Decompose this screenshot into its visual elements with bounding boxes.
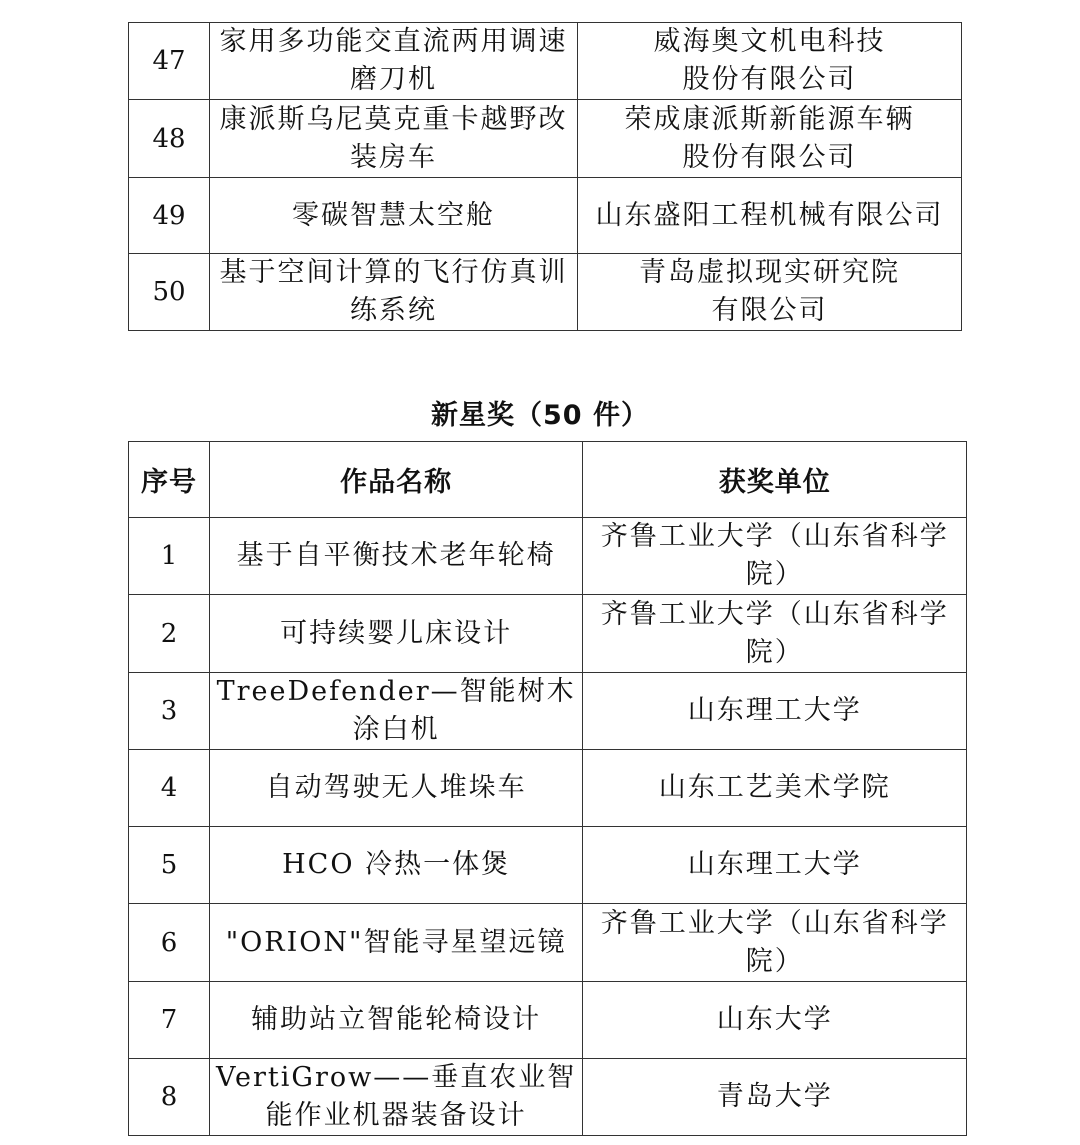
org-line: 山东工艺美术学院	[658, 772, 891, 803]
org-line: 齐鲁工业大学（山东省科学	[600, 598, 949, 630]
work-name	[210, 23, 578, 100]
winning-org	[583, 1059, 967, 1136]
winning-org	[578, 254, 962, 331]
org-line: 威海奥文机电科技	[653, 26, 886, 57]
work-name	[210, 1059, 583, 1136]
work-name-line: 练系统	[350, 295, 437, 326]
table-row	[129, 1059, 967, 1136]
row-number: 5	[129, 827, 210, 904]
row-number: 50	[129, 254, 210, 331]
org-line: 青岛大学	[716, 1081, 833, 1112]
org-line: 股份有限公司	[682, 64, 857, 95]
work-name	[210, 673, 583, 750]
org-line: 青岛虚拟现实研究院	[639, 257, 900, 288]
org-line: 有限公司	[711, 295, 828, 326]
row-number: 2	[129, 595, 210, 673]
work-name-line: 家用多功能交直流两用调速	[219, 26, 568, 57]
work-name-line: 装房车	[350, 141, 437, 173]
org-line: 山东理工大学	[687, 695, 862, 726]
table-row	[129, 827, 967, 904]
work-name-line: TreeDefender—智能树木	[216, 676, 576, 707]
work-name-line: 自动驾驶无人堆垛车	[265, 772, 527, 803]
header-work-name: 作品名称	[210, 442, 583, 518]
row-number: 49	[129, 178, 210, 254]
winning-org	[583, 982, 967, 1059]
org-line: 股份有限公司	[682, 141, 857, 173]
work-name	[210, 595, 583, 673]
row-number: 7	[129, 982, 210, 1059]
work-name-line: 可持续婴儿床设计	[280, 617, 513, 649]
work-name	[210, 178, 578, 254]
work-name	[210, 100, 578, 178]
row-number: 47	[129, 23, 210, 100]
previous-award-table	[128, 22, 962, 331]
table-row	[129, 982, 967, 1059]
work-name-line: "ORION"智能寻星望远镜	[225, 926, 567, 958]
winning-org	[583, 595, 967, 673]
org-line: 齐鲁工业大学（山东省科学	[600, 521, 949, 552]
row-number: 4	[129, 750, 210, 827]
table-row	[129, 23, 962, 100]
work-name-line: VertiGrow——垂直农业智	[216, 1062, 577, 1093]
table-row	[129, 254, 962, 331]
org-line: 院）	[745, 559, 804, 590]
table-header-row	[129, 442, 967, 518]
winning-org	[583, 673, 967, 750]
row-number: 8	[129, 1059, 210, 1136]
org-line: 山东盛阳工程机械有限公司	[595, 199, 944, 231]
org-line: 院）	[745, 945, 804, 977]
work-name-line: 磨刀机	[350, 64, 437, 95]
work-name	[210, 904, 583, 982]
winning-org	[583, 518, 967, 595]
work-name-line: 基于空间计算的飞行仿真训	[219, 257, 568, 288]
work-name-line: 辅助站立智能轮椅设计	[251, 1004, 542, 1035]
work-name	[210, 518, 583, 595]
table-row	[129, 518, 967, 595]
table-row	[129, 673, 967, 750]
new-star-award-table	[128, 441, 967, 1136]
row-number: 48	[129, 100, 210, 178]
org-line: 山东理工大学	[687, 849, 862, 880]
org-line: 院）	[745, 636, 804, 668]
winning-org	[578, 23, 962, 100]
winning-org	[583, 904, 967, 982]
row-number: 6	[129, 904, 210, 982]
table-row	[129, 178, 962, 254]
work-name-line: 能作业机器装备设计	[265, 1100, 527, 1131]
section-title: 新星奖（50 件）	[431, 400, 649, 431]
work-name	[210, 827, 583, 904]
org-line: 齐鲁工业大学（山东省科学	[600, 907, 949, 939]
winning-org	[578, 178, 962, 254]
row-number: 3	[129, 673, 210, 750]
winning-org	[578, 100, 962, 178]
table-row	[129, 100, 962, 178]
table-row	[129, 904, 967, 982]
table-row	[129, 595, 967, 673]
org-line: 山东大学	[716, 1004, 833, 1035]
org-line: 荣成康派斯新能源车辆	[624, 103, 915, 135]
work-name-line: 基于自平衡技术老年轮椅	[236, 540, 556, 571]
winning-org	[583, 750, 967, 827]
table-row	[129, 750, 967, 827]
work-name-line: 康派斯乌尼莫克重卡越野改	[219, 103, 568, 135]
work-name-line: HCO 冷热一体煲	[282, 849, 511, 880]
header-number: 序号	[129, 442, 210, 518]
work-name	[210, 750, 583, 827]
work-name	[210, 982, 583, 1059]
work-name-line: 零碳智慧太空舱	[292, 199, 495, 231]
header-winning-org: 获奖单位	[583, 442, 967, 518]
row-number: 1	[129, 518, 210, 595]
work-name	[210, 254, 578, 331]
winning-org	[583, 827, 967, 904]
work-name-line: 涂白机	[352, 714, 440, 745]
